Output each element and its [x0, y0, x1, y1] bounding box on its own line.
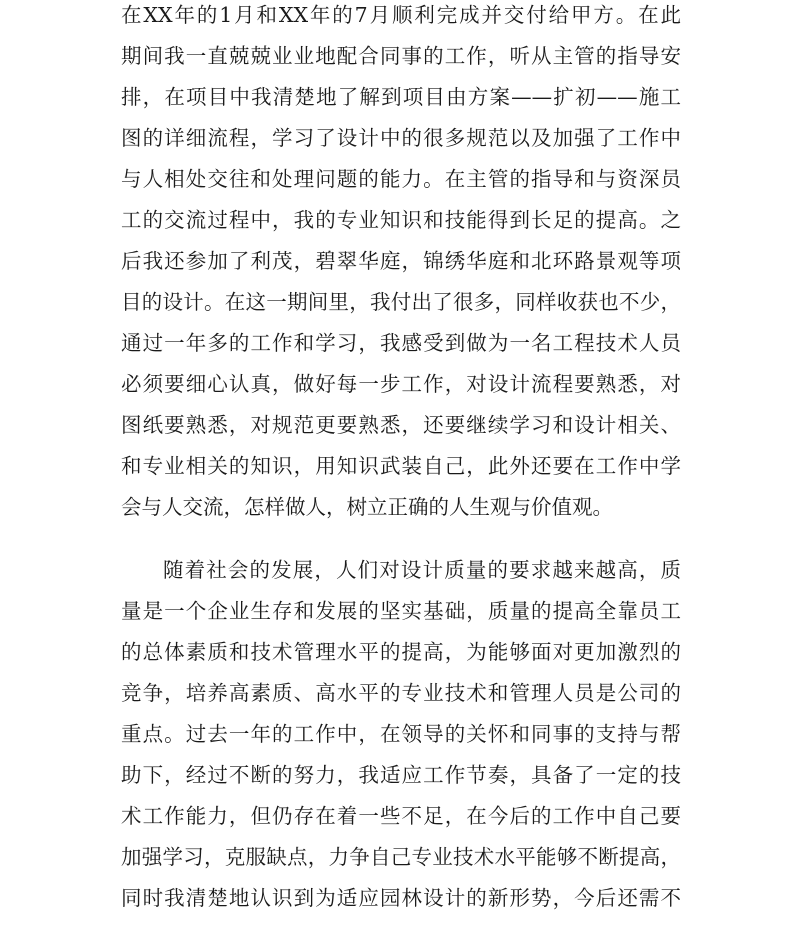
paragraph-1-line-9: 通过一年多的工作和学习，我感受到做为一名工程技术人员	[121, 331, 681, 355]
paragraph-1-line-3: 排，在项目中我清楚地了解到项目由方案——扩初——施工	[121, 85, 681, 109]
paragraph-2-line-9: 同时我清楚地认识到为适应园林设计的新形势，今后还需不	[121, 886, 681, 910]
paragraph-1-line-13: 会与人交流，怎样做人，树立正确的人生观与价值观。	[121, 495, 613, 519]
paragraph-1-line-1: 在XX年的1月和XX年的7月顺利完成并交付给甲方。在此	[121, 3, 681, 27]
paragraph-2-line-7: 术工作能力，但仍存在着一些不足，在今后的工作中自己要	[121, 804, 681, 828]
paragraph-1-line-7: 后我还参加了利茂，碧翠华庭，锦绣华庭和北环路景观等项	[121, 249, 681, 273]
paragraph-1-line-11: 图纸要熟悉，对规范更要熟悉，还要继续学习和设计相关、	[121, 413, 681, 437]
paragraph-2-line-1: 随着社会的发展，人们对设计质量的要求越来越高，质	[163, 558, 681, 582]
paragraph-1-line-4: 图的详细流程，学习了设计中的很多规范以及加强了工作中	[121, 126, 681, 150]
paragraph-1-line-6: 工的交流过程中，我的专业知识和技能得到长足的提高。之	[121, 208, 681, 232]
paragraph-2-line-4: 竞争，培养高素质、高水平的专业技术和管理人员是公司的	[121, 681, 681, 705]
paragraph-2-line-8: 加强学习，克服缺点，力争自己专业技术水平能够不断提高，	[121, 845, 681, 869]
paragraph-1-line-10: 必须要细心认真，做好每一步工作，对设计流程要熟悉，对	[121, 372, 681, 396]
paragraph-1-line-5: 与人相处交往和处理问题的能力。在主管的指导和与资深员	[121, 167, 681, 191]
paragraph-1-line-8: 目的设计。在这一期间里，我付出了很多，同样收获也不少，	[121, 290, 681, 314]
paragraph-1-line-2: 期间我一直兢兢业业地配合同事的工作，听从主管的指导安	[121, 44, 681, 68]
paragraph-2-line-6: 助下，经过不断的努力，我适应工作节奏，具备了一定的技	[121, 763, 681, 787]
paragraph-1-line-12: 和专业相关的知识，用知识武装自己，此外还要在工作中学	[121, 454, 681, 478]
paragraph-2-line-3: 的总体素质和技术管理水平的提高，为能够面对更加激烈的	[121, 640, 681, 664]
paragraph-2-line-5: 重点。过去一年的工作中，在领导的关怀和同事的支持与帮	[121, 722, 681, 746]
paragraph-2-line-2: 量是一个企业生存和发展的坚实基础，质量的提高全靠员工	[121, 599, 681, 623]
